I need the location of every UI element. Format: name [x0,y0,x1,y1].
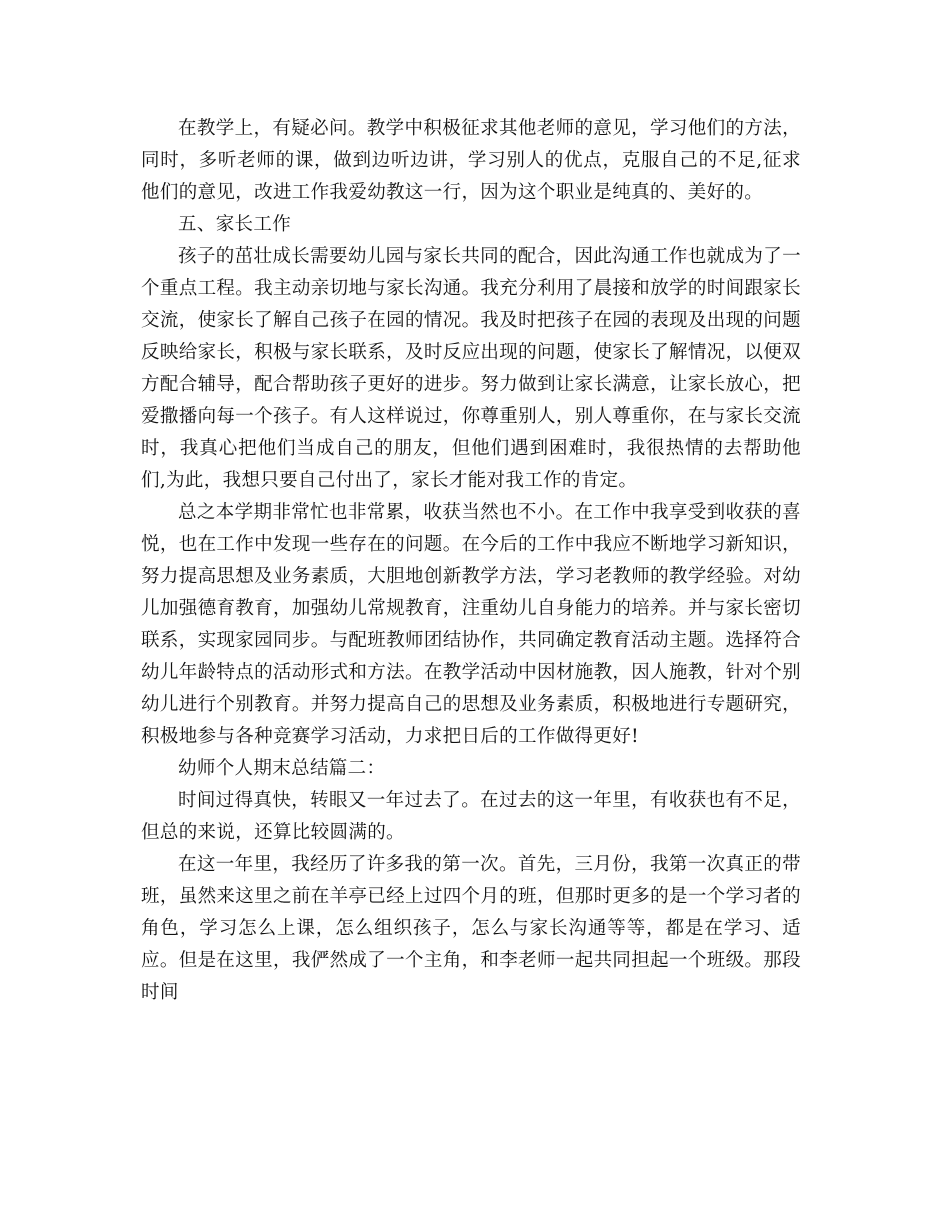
paragraph-teaching: 在教学上，有疑必问。教学中积极征求其他老师的意见，学习他们的方法，同时，多听老师的课，做到边听边讲，学习别人的优点，克服自己的不足,征求他们的意见，改进工作我爱幼教这一行，因为这个职业是纯真的、美好的。 [141,118,801,203]
paragraph-summary: 总之本学期非常忙也非常累，收获当然也不小。在工作中我享受到收获的喜悦，也在工作中发现一些存在的问题。在今后的工作中我应不断地学习新知识，努力提高思想及业务素质，大胆地创新教学方法，学习老教师的教学经验。对幼儿加强德育教育，加强幼儿常规教育，注重幼儿自身能力的培养。并与家长密切联系，实现家园同步。与配班教师团结协作，共同确定教育活动主题。选择符合幼儿年龄特点的活动形式和方法。在教学活动中因材施教，因人施教，针对个别幼儿进行个别教育。并努力提高自己的思想及业务素质，积极地进行专题研究，积极地参与各种竞赛学习活动，力求把日后的工作做得更好! [141,502,801,747]
paragraph-first-times: 在这一年里，我经历了许多我的第一次。首先，三月份，我第一次真正的带班，虽然来这里之前在羊亭已经上过四个月的班，但那时更多的是一个学习者的角色，学习怎么上课，怎么组织孩子，怎么与家长沟通等等，都是在学习、适应。但是在这里，我俨然成了一个主角，和李老师一起共同担起一个班级。那段时间 [141,854,801,1003]
paragraph-time-flies: 时间过得真快，转眼又一年过去了。在过去的这一年里，有收获也有不足，但总的来说，还算比较圆满的。 [141,790,801,843]
section-heading-parent-work: 五、家长工作 [178,214,292,235]
section-heading-part-two: 幼师个人期末总结篇二： [178,758,386,779]
paragraph-parent-work: 孩子的茁壮成长需要幼儿园与家长共同的配合，因此沟通工作也就成为了一个重点工程。我主动亲切地与家长沟通。我充分利用了晨接和放学的时间跟家长交流，使家长了解自己孩子在园的情况。我及时把孩子在园的表现及出现的问题反映给家长，积极与家长联系，及时反应出现的问题，使家长了解情况，以便双方配合辅导，配合帮助孩子更好的进步。努力做到让家长满意，让家长放心，把爱撒播向每一个孩子。有人这样说过，你尊重别人，别人尊重你，在与家长交流时，我真心把他们当成自己的朋友，但他们遇到困难时，我很热情的去帮助他们,为此，我想只要自己付出了，家长才能对我工作的肯定。 [141,246,801,491]
document-body [141,113,801,1009]
